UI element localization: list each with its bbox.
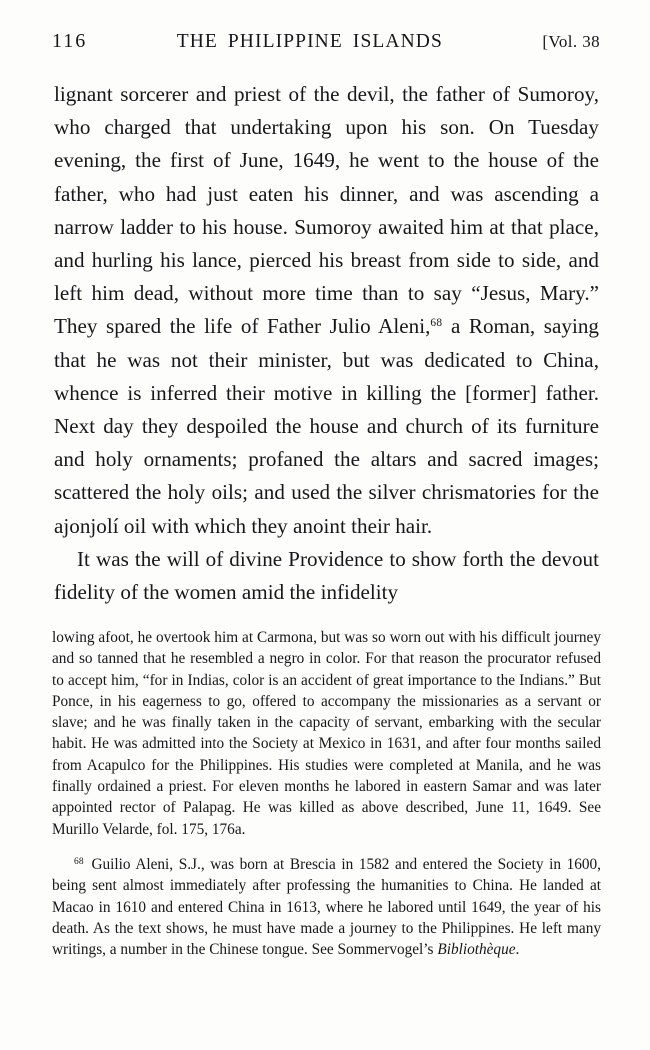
footnote-68-title-italic: Bibliothèque <box>437 941 516 959</box>
body-paragraph-providence: It was the will of divine Providence to show forth the devout fidelity of the women amid the infidelity <box>54 546 599 605</box>
footnotes-section <box>52 627 601 960</box>
footnote-68 <box>52 854 601 960</box>
footnote-continued: lowing afoot, he overtook him at Carmona, but was so worn out with his difficult journey and so tanned that he resembled a negro in color. For that reason the procurator refused to accept him, “for in Indias, color is an accident of great importance to the Indians.” But Ponce, in his eagerness to go, offered to accompany the missionaries as a servant or slave; and he was finally taken in the capacity of servant, embarking with the secular habit. He was admitted into the Society at Mexico in 1631, and after four months sailed from Acapulco for the Philippines. His studies were completed at Manila, and he was finally ordained a priest. For eleven months he labored in eastern Samar and was later appointed rector of Palapag. He was killed as above described, June 11, 1649. See Murillo Velarde, fol. 175, 176a. <box>52 629 601 838</box>
body-paragraph-continued <box>54 78 599 543</box>
running-head <box>52 30 600 58</box>
footnote-number-68: 68 <box>74 856 84 867</box>
footnote-68-text: Guilio Aleni, S.J., was born at Brescia in 1582 and entered the Society in 1600, being sent almost immediately after professing the humanities to China. He landed at Macao in 1610 and entered China in 1613, where he labored until 1649, the year of his death. As the text shows, he must have made a journey to the Philippines. He left many writings, a number in the Chinese tongue. See Sommervogel’s <box>52 855 601 959</box>
volume-label: [Vol. 38 <box>542 32 600 51</box>
body-text <box>54 78 599 609</box>
body-text-after-ref: a Roman, saying that he was not their minister, but was dedicated to China, whence is inferred their motive in killing the [former] father. Next day they despoiled the house and church of its furniture and holy ornaments; profaned the altars and sacred images; scattered the holy oils; and used the silver chrismatories for the ajonjolí oil with which they anoint their hair. <box>54 314 599 538</box>
body-text-before-ref: lignant sorcerer and priest of the devil, the father of Sumoroy, who charged that undertaking upon his son. On Tuesday evening, the first of June, 1649, he went to the house of the father, who had just eaten his dinner, and was ascending a narrow ladder to his house. Sumoroy awaited him at that place, and hurling his lance, pierced his breast from side to side, and left him dead, without more time than to say “Jesus, Mary.” They spared the life of Father Julio Aleni, <box>54 82 599 339</box>
footnote-reference-68[interactable]: 68 <box>430 317 443 330</box>
running-title: THE PHILIPPINE ISLANDS <box>176 31 443 52</box>
page-number: 116 <box>52 30 88 52</box>
footnote-68-tail: . <box>515 941 520 959</box>
